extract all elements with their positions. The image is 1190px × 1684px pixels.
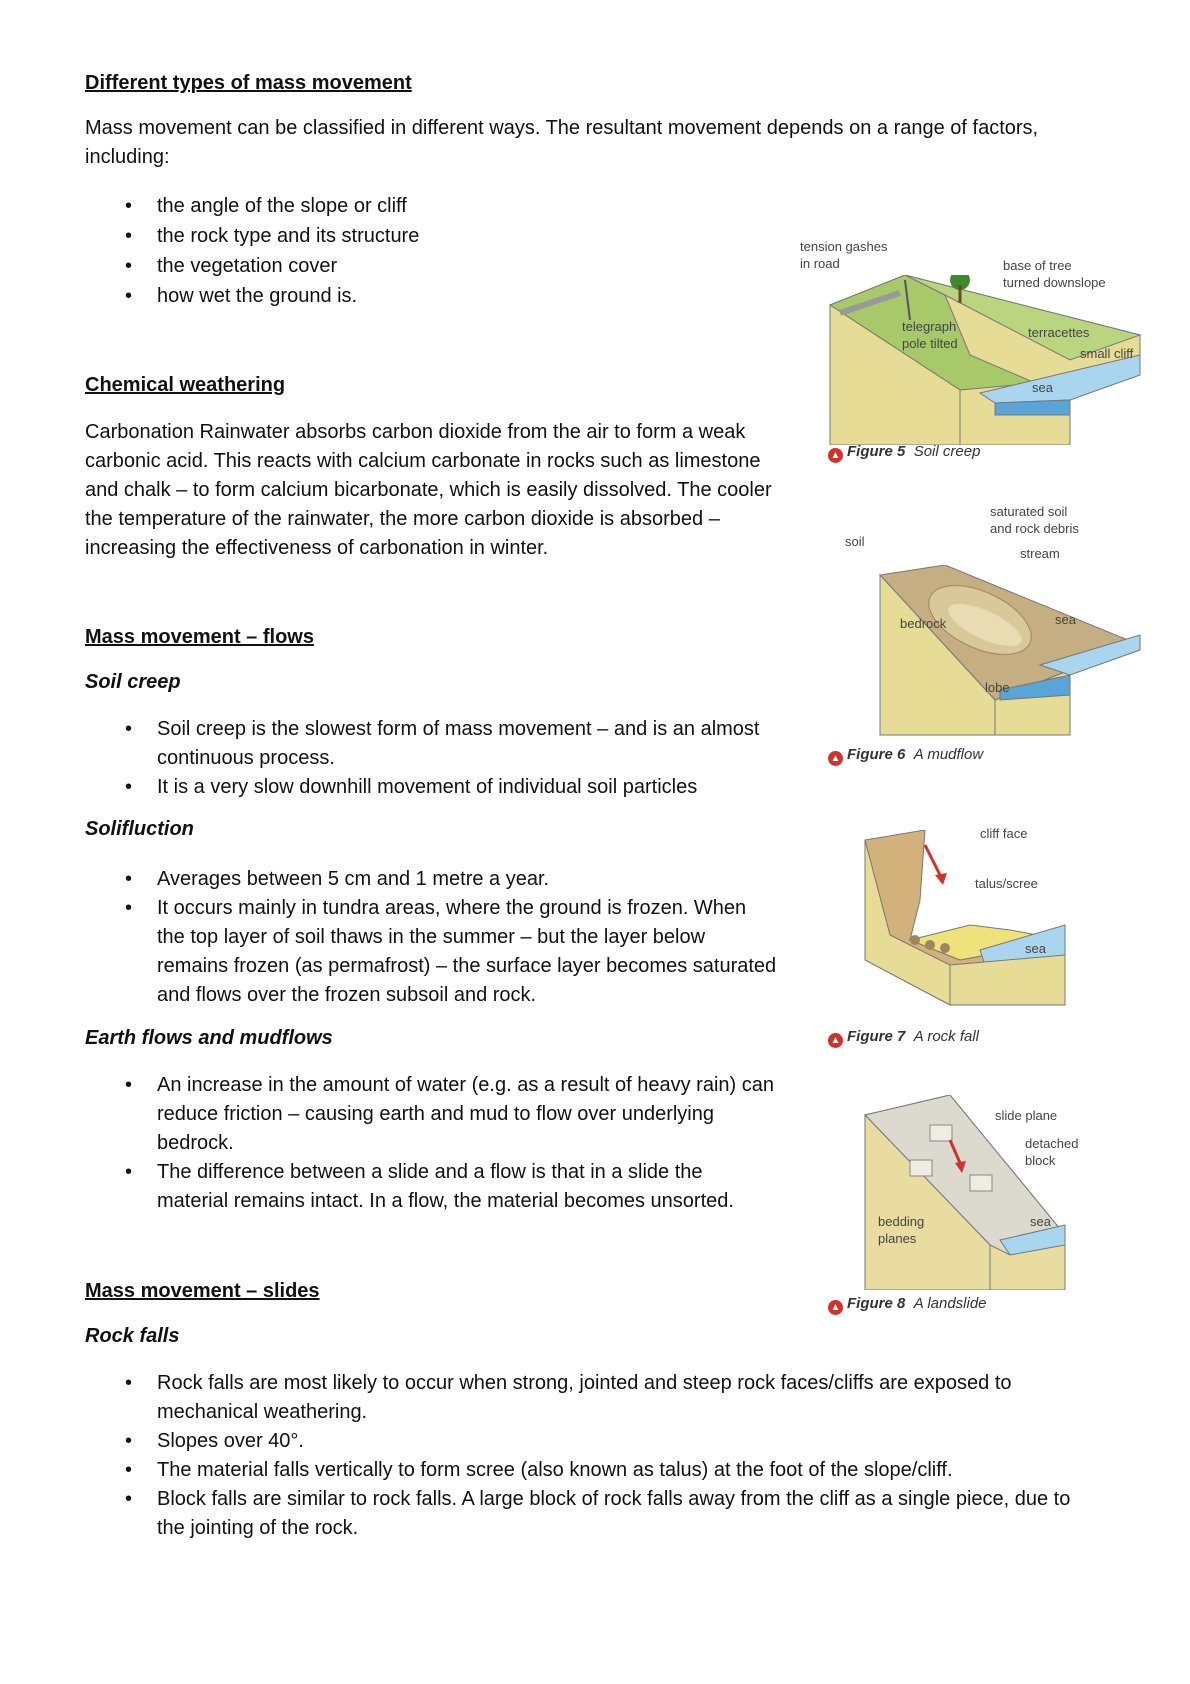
label-sea: sea xyxy=(1030,1214,1051,1229)
list-item: • Block falls are similar to rock falls. A large block of rock falls away from the cliff as a single piece, due to the jointing of the rock. xyxy=(85,1485,1070,1543)
intro-line-1: Mass movement can be classified in different ways. The resultant movement depends on a range of factors, xyxy=(85,117,1039,139)
solifluction-list xyxy=(85,865,776,1010)
label-saturated-soil: saturated soil and rock debris xyxy=(990,504,1079,536)
heading-mass-movement-types: Different types of mass movement xyxy=(85,72,412,94)
figure-8-landslide xyxy=(810,1095,1150,1325)
figure-arrow-icon: ▲ xyxy=(828,1300,843,1315)
list-item: • An increase in the amount of water (e.g. as a result of heavy rain) can reduce friction – causing earth and mud to flow over underlying bedrock. xyxy=(85,1071,774,1158)
list-item: • It is a very slow downhill movement of individual soil particles xyxy=(85,773,759,802)
paragraph-line: carbonic acid. This reacts with calcium carbonate in rocks such as limestone xyxy=(85,450,761,472)
label-terracettes: terracettes xyxy=(1028,325,1090,340)
heading-slides: Mass movement – slides xyxy=(85,1280,320,1302)
list-item: • Slopes over 40°. xyxy=(85,1427,1070,1456)
subheading-rock-falls: Rock falls xyxy=(85,1325,180,1347)
figure-7-rock-fall xyxy=(810,826,1150,1055)
figure-5-caption: ▲ Figure 5 Soil creep xyxy=(828,443,980,463)
list-item: • The material falls vertically to form scree (also known as talus) at the foot of the slope/cliff. xyxy=(85,1456,1070,1485)
figure-6-caption: ▲ Figure 6 A mudflow xyxy=(828,746,983,766)
label-sea: sea xyxy=(1032,380,1053,395)
label-bedding-planes: bedding planes xyxy=(878,1214,925,1246)
figure-8-caption: ▲ Figure 8 A landslide xyxy=(828,1295,987,1315)
label-sea: sea xyxy=(1025,941,1046,956)
rock-falls-list xyxy=(85,1369,1070,1543)
paragraph-line: increasing the effectiveness of carbonation in winter. xyxy=(85,537,549,559)
list-item: • the angle of the slope or cliff xyxy=(85,191,705,221)
list-item: • The difference between a slide and a flow is that in a slide the material remains intact. In a flow, the material becomes unsorted. xyxy=(85,1158,774,1216)
paragraph-line: Carbonation Rainwater absorbs carbon dioxide from the air to form a weak xyxy=(85,421,746,443)
rock-fall-diagram xyxy=(810,830,1150,1010)
subheading-solifluction: Solifluction xyxy=(85,818,194,840)
label-soil: soil xyxy=(845,534,865,549)
figure-6-mudflow xyxy=(810,504,1150,770)
label-bedrock: bedrock xyxy=(900,616,947,631)
list-item: • the rock type and its structure xyxy=(85,221,705,251)
mudflow-diagram xyxy=(810,565,1150,740)
label-talus-scree: talus/scree xyxy=(975,876,1038,891)
list-item: • the vegetation cover xyxy=(85,251,705,281)
list-item: • Averages between 5 cm and 1 metre a year. xyxy=(85,865,776,894)
label-cliff-face: cliff face xyxy=(980,826,1028,841)
label-sea: sea xyxy=(1055,612,1076,627)
list-item: • It occurs mainly in tundra areas, where the ground is frozen. When the top layer of soil thaws in the summer – but the layer below remains frozen (as permafrost) – the surface layer becomes saturated and flows over the frozen subsoil and rock. xyxy=(85,894,776,1010)
paragraph-line: the temperature of the rainwater, the more carbon dioxide is absorbed – xyxy=(85,508,720,530)
figure-5-soil-creep xyxy=(800,239,1150,470)
label-base-of-tree: base of tree turned downslope xyxy=(1003,258,1106,290)
label-tension-gashes: tension gashes in road xyxy=(800,239,888,271)
intro-line-2: including: xyxy=(85,146,170,168)
earth-flows-list xyxy=(85,1071,774,1216)
label-lobe: lobe xyxy=(985,680,1010,695)
label-detached-block: detached block xyxy=(1025,1136,1079,1168)
heading-flows: Mass movement – flows xyxy=(85,626,314,648)
heading-chemical-weathering: Chemical weathering xyxy=(85,374,286,396)
label-slide-plane: slide plane xyxy=(995,1108,1058,1123)
figure-arrow-icon: ▲ xyxy=(828,448,843,463)
subheading-earth-flows: Earth flows and mudflows xyxy=(85,1027,333,1049)
soil-creep-list xyxy=(85,715,759,802)
label-telegraph-pole: telegraph pole tilted xyxy=(902,319,958,351)
chemical-paragraph xyxy=(85,418,772,563)
figure-arrow-icon: ▲ xyxy=(828,751,843,766)
factor-list xyxy=(85,191,705,311)
figure-arrow-icon: ▲ xyxy=(828,1033,843,1048)
label-small-cliff: small cliff xyxy=(1080,346,1134,361)
label-stream: stream xyxy=(1020,546,1060,561)
figure-7-caption: ▲ Figure 7 A rock fall xyxy=(828,1028,979,1048)
list-item: • Rock falls are most likely to occur when strong, jointed and steep rock faces/cliffs are exposed to mechanical weathering. xyxy=(85,1369,1070,1427)
list-item: • how wet the ground is. xyxy=(85,281,705,311)
paragraph-line: and chalk – to form calcium bicarbonate, which is easily dissolved. The cooler xyxy=(85,479,772,501)
landslide-diagram xyxy=(810,1095,1150,1290)
list-item: • Soil creep is the slowest form of mass movement – and is an almost continuous process. xyxy=(85,715,759,773)
subheading-soil-creep: Soil creep xyxy=(85,671,181,693)
